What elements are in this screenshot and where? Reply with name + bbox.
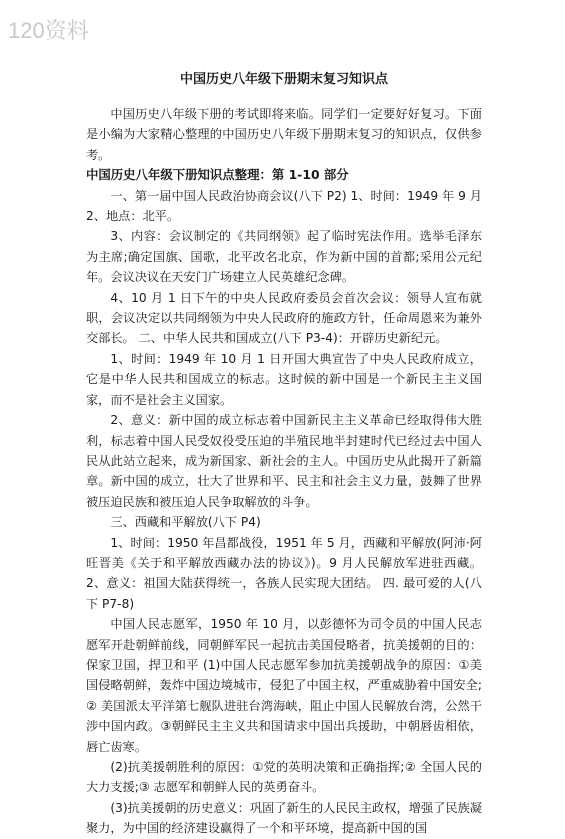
paragraph: 4、10 月 1 日下午的中央人民政府委员会首次会议：领导人宣布就职，会议决定以共同纲领为中央人民政府的施政方针，任命周恩来为兼外交部长。 二、中华人民共和国成立(八下 P3-4)：开辟历史新纪元。 — [86, 290, 482, 346]
paragraph: 一、第一届中国人民政治协商会议(八下 P2) 1、时间：1949 年 9 月 2、地点：北平。 — [86, 188, 482, 224]
paragraph: 1、时间：1949 年 10 月 1 日开国大典宣告了中央人民政府成立，它是中华人民共和国成立的标志。这时候的新中国是一个新民主主义国家，而不是社会主义国家。 — [86, 351, 482, 407]
paragraph: 三、西藏和平解放(八下 P4) — [110, 515, 261, 530]
watermark-logo: 120资料 — [8, 18, 89, 43]
paragraph: 2、意义：新中国的成立标志着中国新民主主义革命已经取得伟大胜利，标志着中国人民受奴役受压迫的半殖民地半封建时代已经过去中国人民从此站立起来，成为新国家、新社会的主人。中国历史从此揭开了新篇章。新中国的成立，壮大了世界和平、民主和社会主义力量，鼓舞了世界被压迫民族和被压迫人民争取解放的斗争。 — [86, 413, 482, 509]
paragraph: 中国人民志愿军，1950 年 10 月，以彭德怀为司令员的中国人民志愿军开赴朝鲜前线，同朝鲜军民一起抗击美国侵略者，抗美援朝的目的：保家卫国，捍卫和平 (1)中国人民志愿军参加抗美援朝战争的原因：①美国侵略朝鲜，轰炸中国边境城市，侵犯了中国主权，严重威胁着中国安全;② 美国派太平洋第七舰队进驻台湾海峡，阻止中国人民解放台湾，公然干涉中国内政。③朝鲜民主主义共和国请求中国出兵援助，中朝唇齿相依，唇亡齿寒。 — [86, 617, 482, 754]
section-heading: 中国历史八年级下册知识点整理：第 1-10 部分 — [86, 167, 349, 183]
document-title: 中国历史八年级下册期末复习知识点 — [179, 72, 388, 87]
document-page — [86, 70, 482, 839]
paragraph: (3)抗美援朝的历史意义：巩固了新生的人民民主政权，增强了民族凝聚力，为中国的经济建设赢得了一个和平环境，提高新中国的国 — [86, 800, 482, 836]
intro-paragraph: 中国历史八年级下册的考试即将来临。同学们一定要好好复习。下面是小编为大家精心整理的中国历史八年级下册期末复习的知识点，仅供参考。 — [86, 107, 482, 162]
paragraph: 3、内容：会议制定的《共同纲领》起了临时宪法作用。选举毛泽东为主席;确定国旗、国歌，北平改名北京，作为新中国的首都;采用公元纪年。会议决议在天安门广场建立人民英雄纪念碑。 — [86, 229, 482, 285]
paragraph: (2)抗美援朝胜利的原因：①党的英明决策和正确指挥;② 全国人民的大力支援;③ 志愿军和朝鲜人民的英勇奋斗。 — [86, 760, 482, 795]
paragraph: 1、时间：1950 年昌都战役，1951 年 5 月，西藏和平解放(阿沛·阿旺晋美《关于和平解放西藏办法的协议》)。9 月人民解放军进驻西藏。 2、意义：祖国大陆获得统一，各族人民实现大团结。 四. 最可爱的人(八下 P7-8) — [86, 535, 482, 611]
